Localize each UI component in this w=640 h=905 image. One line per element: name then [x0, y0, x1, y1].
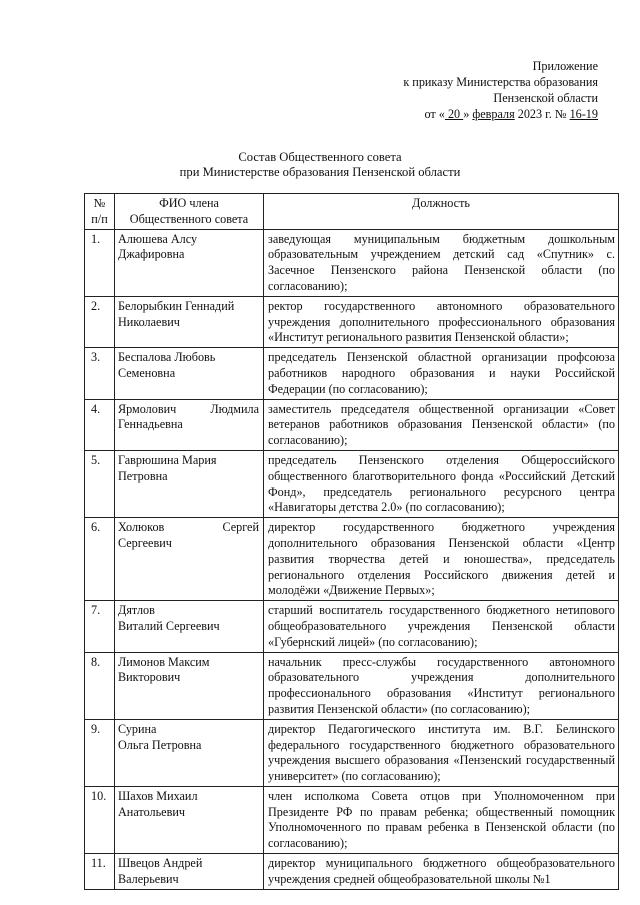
member-name: Шахов Михаил Анатольевич — [115, 786, 264, 853]
table-row — [85, 652, 619, 719]
table-row — [85, 601, 619, 652]
member-name: Швецов Андрей Валерьевич — [115, 854, 264, 890]
member-name: Ярмолович Людмила Геннадьевна — [115, 399, 264, 450]
row-number: 7. — [85, 601, 115, 652]
council-table — [84, 193, 619, 890]
table-header-row — [85, 194, 619, 230]
table-row — [85, 518, 619, 601]
row-number: 4. — [85, 399, 115, 450]
table-row — [85, 348, 619, 399]
row-number: 9. — [85, 719, 115, 786]
member-name: Сурина Ольга Петровна — [115, 719, 264, 786]
row-number: 5. — [85, 450, 115, 517]
header-number: 16-19 — [569, 107, 598, 121]
member-position: старший воспитатель государственного бюджетного нетипового общеобразовательного учреждения Пензенской области «Губернский лицей» (по согласованию); — [264, 601, 619, 652]
table-row — [85, 450, 619, 517]
row-number: 2. — [85, 296, 115, 347]
header-appendix: Приложение — [532, 59, 598, 73]
member-position: заместитель председателя общественной организации «Совет ветеранов работников образования Пензенской области» (по согласованию); — [264, 399, 619, 450]
member-name: Холюков Сергей Сергеевич — [115, 518, 264, 601]
document-header — [403, 58, 598, 122]
member-position: директор государственного бюджетного учреждения дополнительного образования Пензенской области «Центр развития творчества детей и юношества», председатель регионального отделения Российского движения детей и молодёжи «Движение Первых»; — [264, 518, 619, 601]
column-fio: ФИО члена Общественного совета — [115, 194, 264, 230]
member-position: член исполкома Совета отцов при Уполномоченном при Президенте РФ по правам ребенка; общественный помощник Уполномоченного по правам ребенка в Пензенской области (по согласованию); — [264, 786, 619, 853]
member-position: начальник пресс-службы государственного автономного образовательного учреждения дополнительного профессионального образования «Институт регионального развития Пензенской области» (по согласованию); — [264, 652, 619, 719]
header-day: 20 — [444, 107, 464, 121]
member-position: ректор государственного автономного образовательного учреждения дополнительного профессионального образования «Институт регионального развития Пензенской области»; — [264, 296, 619, 347]
table-row — [85, 786, 619, 853]
row-number: 11. — [85, 854, 115, 890]
table-row — [85, 399, 619, 450]
member-name: Гаврюшина Мария Петровна — [115, 450, 264, 517]
column-number: № п/п — [85, 194, 115, 230]
member-position: директор муниципального бюджетного общеобразовательного учреждения средней общеобразовательной школы №1 — [264, 854, 619, 890]
row-number: 6. — [85, 518, 115, 601]
member-name: Белорыбкин Геннадий Николаевич — [115, 296, 264, 347]
member-position: заведующая муниципальным бюджетным дошкольным образовательным учреждением детский сад «Спутник» с. Засечное Пензенского района Пензенской области (по согласованию); — [264, 229, 619, 296]
row-number: 3. — [85, 348, 115, 399]
member-position: директор Педагогического института им. В.Г. Белинского федерального государственного бюджетного образовательного учреждения высшего образования «Пензенский государственный университет» (по согласованию); — [264, 719, 619, 786]
header-month: февраля — [472, 107, 515, 121]
table-row — [85, 854, 619, 890]
column-position: Должность — [264, 194, 619, 230]
document-title: Состав Общественного совета при Министерстве образования Пензенской области — [179, 150, 461, 179]
member-position: председатель Пензенской областной организации профсоюза работников народного образования и науки Российской Федерации (по согласованию); — [264, 348, 619, 399]
table-row — [85, 719, 619, 786]
member-name: Алюшева Алсу Джафировна — [115, 229, 264, 296]
row-number: 1. — [85, 229, 115, 296]
header-order: к приказу Министерства образования — [403, 75, 598, 89]
header-region: Пензенской области — [493, 91, 598, 105]
member-name: Дятлов Виталий Сергеевич — [115, 601, 264, 652]
row-number: 8. — [85, 652, 115, 719]
table-row — [85, 229, 619, 296]
table-row — [85, 296, 619, 347]
member-name: Лимонов Максим Викторович — [115, 652, 264, 719]
member-position: председатель Пензенского отделения Общероссийского общественного благотворительного фонда «Российский Детский Фонд», председатель регионального ресурсного центра «Навигаторы детства 2.0» (по согласованию); — [264, 450, 619, 517]
header-date: от « 20 » февраля 2023 г. № 16-19 — [424, 107, 598, 121]
member-name: Беспалова Любовь Семеновна — [115, 348, 264, 399]
row-number: 10. — [85, 786, 115, 853]
